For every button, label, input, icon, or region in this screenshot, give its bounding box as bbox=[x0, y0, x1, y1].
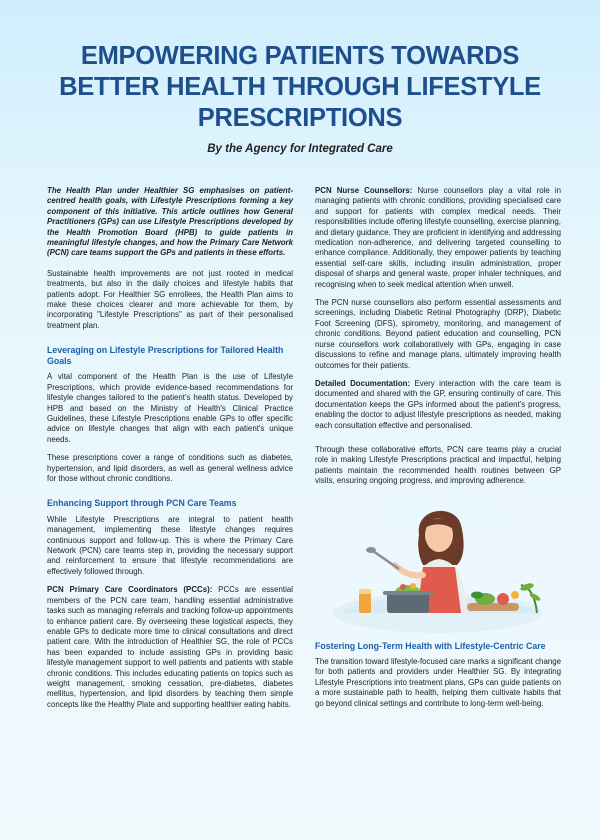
right-column bbox=[315, 186, 561, 717]
section-heading-lifestyle-prescriptions: Leveraging on Lifestyle Prescriptions for Tailored Health Goals bbox=[47, 345, 284, 366]
section-heading-pcn-care-teams: Enhancing Support through PCN Care Teams bbox=[47, 498, 237, 509]
nurse-counsellors-text: Nurse counsellors play a vital role in managing patients with chronic conditions, providing specialised care and support for patients with complex medical needs. Their responsibilities include offering lifestyle counselling, exercise planning, and dietary guidance. They are proficient in identifying and addressing medication non-adherence, and delivering targeted counselling to enhance compliance. Additionally, they empower patients by teaching essential self-care skills, including insulin administration, proper disposal of sharps and general waste, proper inhaler techniques, and recognising when to seek medical attention when unwell. bbox=[315, 186, 561, 289]
article-title: EMPOWERING PATIENTS TOWARDS BETTER HEALTH THROUGH LIFESTYLE PRESCRIPTIONS bbox=[59, 42, 541, 132]
woman-cooking-illustration bbox=[315, 495, 561, 635]
intro-paragraph: Sustainable health improvements are not just rooted in medical treatments, but also in the daily choices and lifestyle habits that patients adopt. For Healthier SG enrollees, the Health Plan aims to make these choices clearer and more achievable for them, by incorporating "Lifestyle Prescriptions" as part of their personalised treatment plan. bbox=[47, 268, 293, 330]
collaborative-efforts-paragraph: Through these collaborative efforts, PCN care teams play a crucial role in making Lifestyle Prescriptions practical and impactful, helping patients maintain the recommended health routines between GP visits, ensuring ongoing progress, and improving adherence. bbox=[315, 444, 561, 486]
nurse-counsellors-label: PCN Nurse Counsellors: bbox=[315, 186, 413, 195]
assessments-paragraph: The PCN nurse counsellors also perform essential assessments and screenings, including Diabetic Retinal Photography (DRP), Diabetic Foot Screening (DFS), spirometry, monitoring, and management of chronic conditions. Beyond patient education and counselling, PCN nurse counsellors work collaboratively with GPs, engaging in case discussions to refine and manage plans, ultimately improving health outcomes for their patients. bbox=[315, 298, 561, 370]
documentation-label: Detailed Documentation: bbox=[315, 378, 411, 388]
lead-paragraph: The Health Plan under Healthier SG emphasises on patient-centred health goals, with Lifestyle Prescriptions forming a key component of this initiative. This article outlines how General Practitioners (GPs) can use Lifestyle Prescriptions developed by the Health Promotion Board (HPB) to guide patients in meaningful lifestyle changes, and how the Primary Care Network (PCN) care teams support the GPs and patients in these efforts. bbox=[47, 186, 293, 258]
documentation-paragraph bbox=[315, 379, 561, 431]
pcn-support-paragraph: While Lifestyle Prescriptions are integral to patient health management, implementing these lifestyle changes requires continuous support and follow-up. This is where the Primary Care Network (PCN) care teams step in, providing the necessary support and reinforcement to ensure that lifestyle recommendations are effectively followed through. bbox=[47, 514, 293, 576]
left-column bbox=[47, 186, 293, 718]
documentation-text: Every interaction with the care team is documented and shared with the GP, ensuring continuity of care. This documentation keeps the GPs informed about the patient's progress, enabling the doctor to adjust lifestyle prescriptions as needed, making each consultation effective and personalised. bbox=[315, 378, 561, 430]
section-heading-long-term-health: Fostering Long-Term Health with Lifestyle-Centric Care bbox=[315, 640, 546, 651]
pcc-text: PCCs are essential members of the PCN care team, handling essential administrative tasks such as managing referrals and tracking follow-up appointments to enhance patient care. By overseeing these logistical aspects, they enable GPs to dedicate more time to clinical consultations and direct patient care. With the introduction of Healthier SG, the role of PCCs has been expanded to include assisting GPs in providing basic lifestyle management support to well patients and patients with stable chronic conditions. This includes educating patients on topics such as weight management, smoking cessation, pre-diabetes, diabetes mellitus, hypertension, and lipid disorders by teaching them simple concepts like the Healthy Plate and supporting healthier eating habits. bbox=[47, 585, 293, 709]
long-term-health-paragraph: The transition toward lifestyle-focused care marks a significant change for both patients and providers under Healthier SG. By integrating Lifestyle Prescriptions into treatment plans, GPs can guide patients on a more sustainable path to health, helping them cultivate habits that go beyond clinical settings and contribute to long-term well-being. bbox=[315, 657, 561, 708]
nurse-counsellors-paragraph bbox=[315, 186, 561, 290]
article-byline: By the Agency for Integrated Care bbox=[207, 143, 393, 155]
pcc-label: PCN Primary Care Coordinators (PCCs): bbox=[47, 585, 213, 595]
conditions-paragraph: These prescriptions cover a range of conditions such as diabetes, hypertension, and lipid disorders, as well as general wellness advice for those without chronic conditions. bbox=[47, 453, 293, 483]
pcc-paragraph bbox=[47, 585, 293, 710]
lifestyle-prescriptions-paragraph: A vital component of the Health Plan is the use of Lifestyle Prescriptions, which provide evidence-based recommendations for lifestyle changes tailored to the patient's health status. Developed by HPB and based on the Ministry of Health's Clinical Practice Guidelines, these Lifestyle Prescriptions enable GPs to offer specific advice on lifestyle changes that align with each patient's unique needs. bbox=[47, 372, 293, 444]
